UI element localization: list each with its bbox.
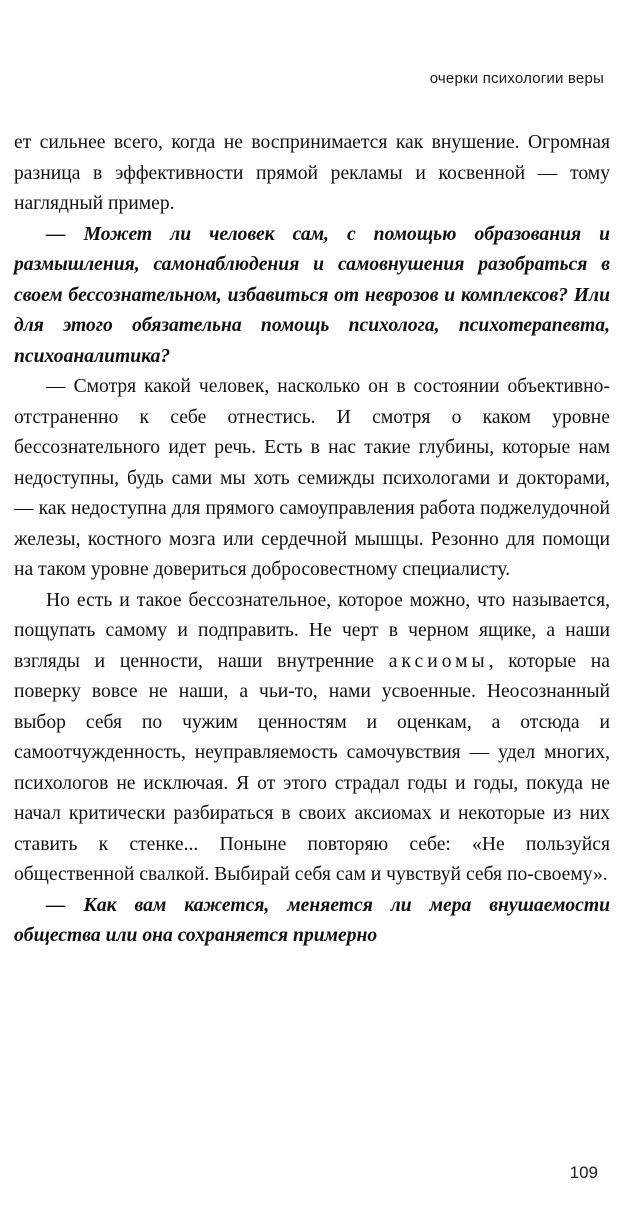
text-column xyxy=(14,128,610,952)
emphasized-word: аксиомы xyxy=(388,650,489,672)
paragraph-text: , которые на поверку вовсе не наши, а чьи-то, нами усвоенные. Неосознанный выбор себя по чужим ценностям и оценкам, а отсюда и самоотчужденность, неуправляемость самочувствия — удел многих, психологов не исключая. Я от этого страдал годы и годы, покуда не начал критически разбираться в своих аксиомах и некоторые из них ставить к стенке... Поныне повторяю себе: «Не пользуйся общественной свалкой. Выбирай себя сам и чувствуй себя по-своему». xyxy=(14,650,610,885)
interview-question: — Как вам кажется, меняется ли мера внушаемости общества или она сохраняется примерно xyxy=(14,894,610,946)
paragraph-continuation: ет сильнее всего, когда не воспринимается как внушение. Огромная разница в эффективности прямой рекламы и косвенной — тому наглядный пример. xyxy=(14,132,610,214)
paragraph-text: Но есть и такое бессознательное, которое можно, что называется, пощупать самому и подправить. Не черт в черном ящике, а наши взгляды и ценности, наши внутренние xyxy=(14,589,610,672)
interview-question: — Может ли человек сам, с помощью образования и размышления, самонаблюдения и самовнушения разобраться в своем бессознательном, избавиться от неврозов и комплексов? Или для этого обязательна помощь психолога, психотерапевта, психоаналитика? xyxy=(14,223,610,367)
answer-paragraph: — Смотря какой человек, насколько он в состоянии объективно-отстраненно к себе отнестись. И смотря о каком уровне бессознательного идет речь. Есть в нас такие глубины, которые нам недоступны, будь сами мы хоть семижды психологами и докторами, — как недоступна для прямого самоуправления работа поджелудочной железы, костного мозга или сердечной мышцы. Резонно для помощи на таком уровне довериться добросовестному специалисту. xyxy=(14,376,610,580)
page-number: 109 xyxy=(569,1163,598,1182)
answer-paragraph xyxy=(14,586,610,891)
running-head: очерки психологии веры xyxy=(429,70,604,87)
